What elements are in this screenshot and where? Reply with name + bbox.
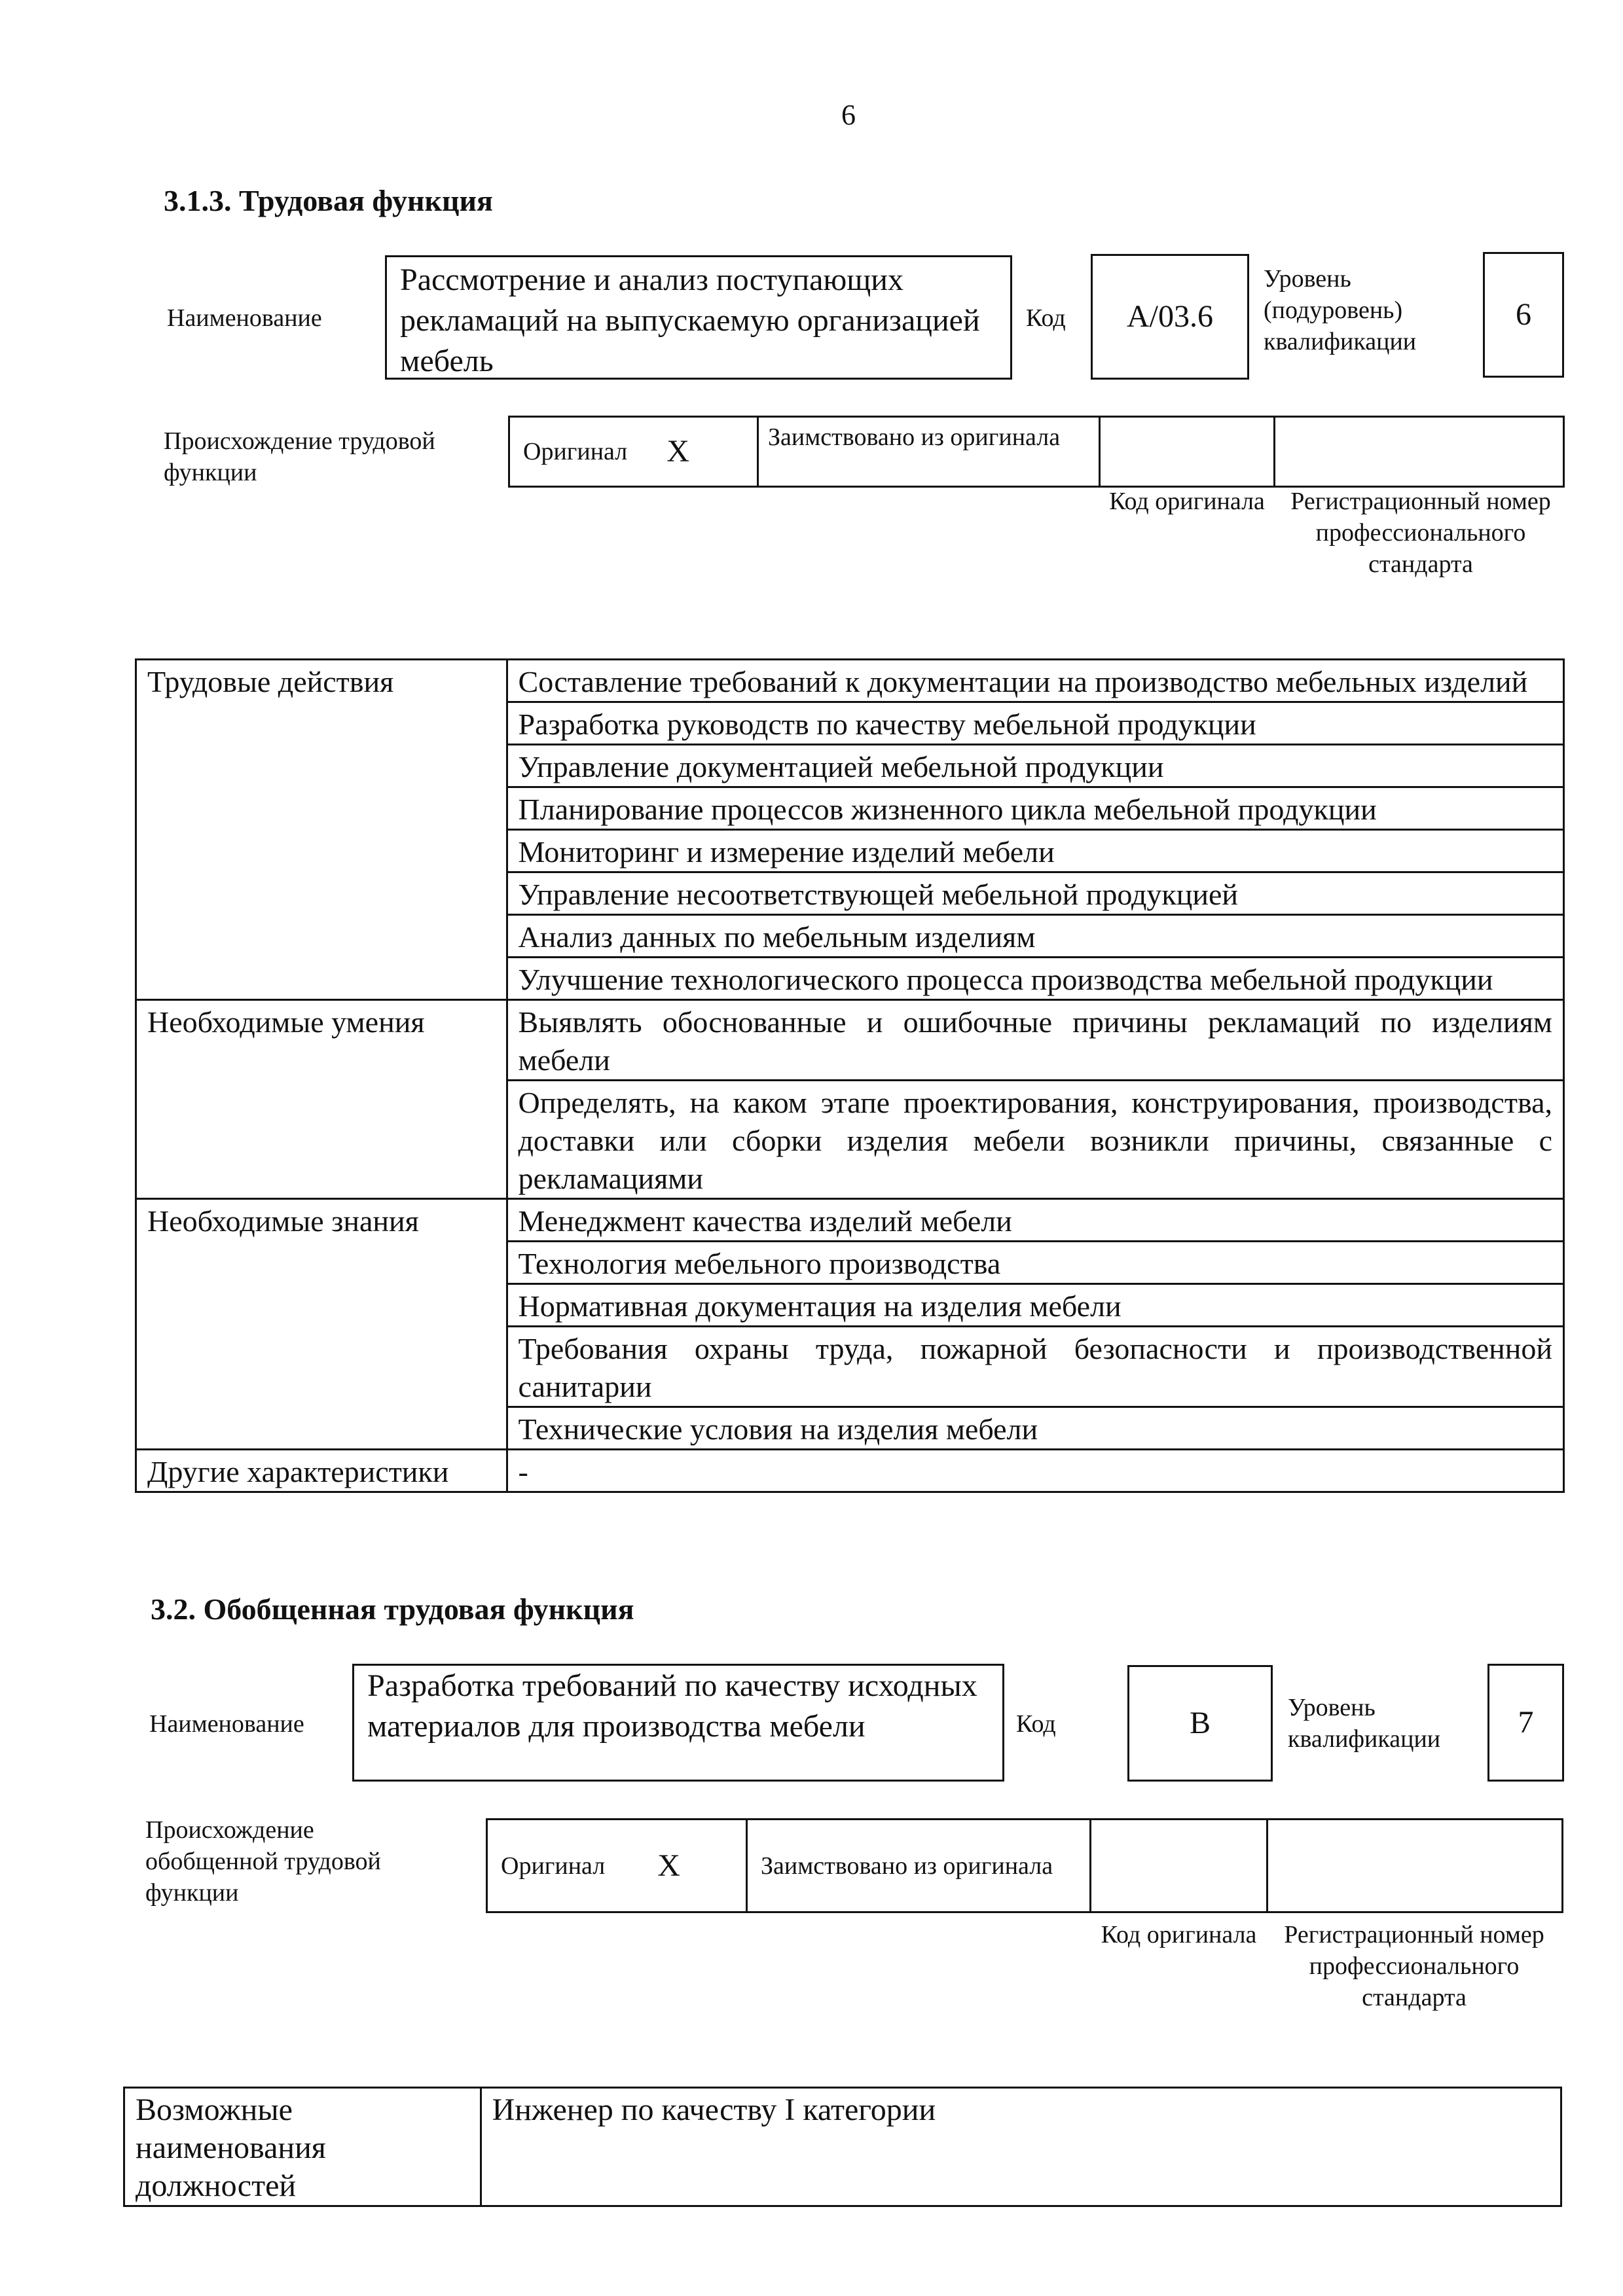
reg-number-caption-313: Регистрационный номер профессионального стандарта: [1290, 488, 1551, 578]
knowledge-label: Необходимые знания: [136, 1199, 507, 1450]
code-label-313: Код: [1026, 304, 1066, 332]
borrowed-cell-313: [757, 416, 1101, 488]
code-label-32: Код: [1016, 1710, 1056, 1738]
code-value-32: В: [1189, 1706, 1211, 1740]
level-value-32: 7: [1518, 1705, 1534, 1740]
table-row: [124, 2088, 1561, 2206]
reg-number-cell-313: [1273, 416, 1565, 488]
level-label-313: Уровень (подуровень) квалификации: [1264, 265, 1417, 355]
knowledge-item: Требования охраны труда, пожарной безопасности и производственной санитарии: [507, 1327, 1563, 1407]
name-value-32: Разработка требований по качеству исходных материалов для производства мебели: [367, 1668, 977, 1744]
borrowed-cell-32: [746, 1818, 1091, 1913]
actions-label: Трудовые действия: [136, 660, 507, 1000]
page-number: 6: [841, 99, 856, 131]
action-item: Управление документацией мебельной продукции: [507, 745, 1563, 787]
code-value-313: А/03.6: [1127, 299, 1213, 334]
reg-number-caption-32: Регистрационный номер профессионального стандарта: [1284, 1921, 1544, 2011]
action-item: Мониторинг и измерение изделий мебели: [507, 830, 1563, 872]
origin-label-313: Происхождение трудовой функции: [164, 427, 435, 486]
positions-value: Инженер по качеству I категории: [481, 2088, 1561, 2206]
original-cell-32: [486, 1818, 748, 1913]
name-label-32: Наименование: [149, 1710, 304, 1738]
table-row: [136, 660, 1564, 702]
knowledge-item: Технические условия на изделия мебели: [507, 1407, 1563, 1450]
table-row: [136, 1199, 1564, 1242]
action-item: Улучшение технологического процесса производства мебельной продукции: [507, 958, 1563, 1000]
table-row: [136, 1000, 1564, 1081]
skill-item: Определять, на каком этапе проектирования, конструирования, производства, доставки или сборки изделия мебели возникли причины, связанные с рекламациями: [507, 1081, 1563, 1199]
knowledge-item: Технология мебельного производства: [507, 1242, 1563, 1284]
positions-table: [123, 2087, 1562, 2207]
section-313-heading: 3.1.3. Трудовая функция: [164, 184, 493, 217]
name-value-box-32: [352, 1664, 1004, 1782]
origin-label-32: Происхождение обобщенной трудовой функции: [145, 1816, 381, 1907]
name-value-box-313: [385, 255, 1012, 380]
code-value-box-313: [1091, 254, 1249, 380]
level-value-313: 6: [1516, 297, 1531, 332]
positions-label: Возможные наименования должностей: [124, 2088, 481, 2206]
functions-table: [135, 658, 1565, 1493]
section-32-heading: 3.2. Обобщенная трудовая функция: [151, 1592, 634, 1626]
name-label-313: Наименование: [167, 304, 322, 332]
code-value-box-32: [1127, 1665, 1273, 1782]
table-row: [136, 1450, 1564, 1492]
action-item: Планирование процессов жизненного цикла мебельной продукции: [507, 787, 1563, 830]
name-value-313: Рассмотрение и анализ поступающих рекламаций на выпускаемую организацией мебель: [400, 262, 980, 378]
level-label-32: Уровень квалификации: [1288, 1694, 1441, 1753]
other-value: -: [507, 1450, 1563, 1492]
original-cell-313: [508, 416, 759, 488]
action-item: Анализ данных по мебельным изделиям: [507, 915, 1563, 958]
original-label-32: Оригинал: [501, 1852, 606, 1880]
skill-item: Выявлять обоснованные и ошибочные причины рекламаций по изделиям мебели: [507, 1000, 1563, 1081]
code-original-cell-32: [1089, 1818, 1268, 1913]
borrowed-label-313: Заимствовано из оригинала: [768, 423, 1061, 451]
original-mark-32: X: [657, 1848, 680, 1883]
code-original-caption-32: Код оригинала: [1101, 1921, 1257, 1948]
level-value-box-32: [1487, 1664, 1564, 1782]
skills-label: Необходимые умения: [136, 1000, 507, 1199]
code-original-cell-313: [1099, 416, 1275, 488]
original-label-313: Оригинал: [523, 438, 628, 465]
reg-number-cell-32: [1266, 1818, 1563, 1913]
level-value-box-313: [1483, 252, 1564, 378]
other-label: Другие характеристики: [136, 1450, 507, 1492]
knowledge-item: Менеджмент качества изделий мебели: [507, 1199, 1563, 1242]
action-item: Управление несоответствующей мебельной продукцией: [507, 872, 1563, 915]
borrowed-label-32: Заимствовано из оригинала: [761, 1852, 1053, 1880]
action-item: Разработка руководств по качеству мебельной продукции: [507, 702, 1563, 745]
knowledge-item: Нормативная документация на изделия мебели: [507, 1284, 1563, 1327]
action-item: Составление требований к документации на производство мебельных изделий: [507, 660, 1563, 702]
code-original-caption-313: Код оригинала: [1109, 488, 1265, 515]
original-mark-313: X: [666, 434, 689, 469]
